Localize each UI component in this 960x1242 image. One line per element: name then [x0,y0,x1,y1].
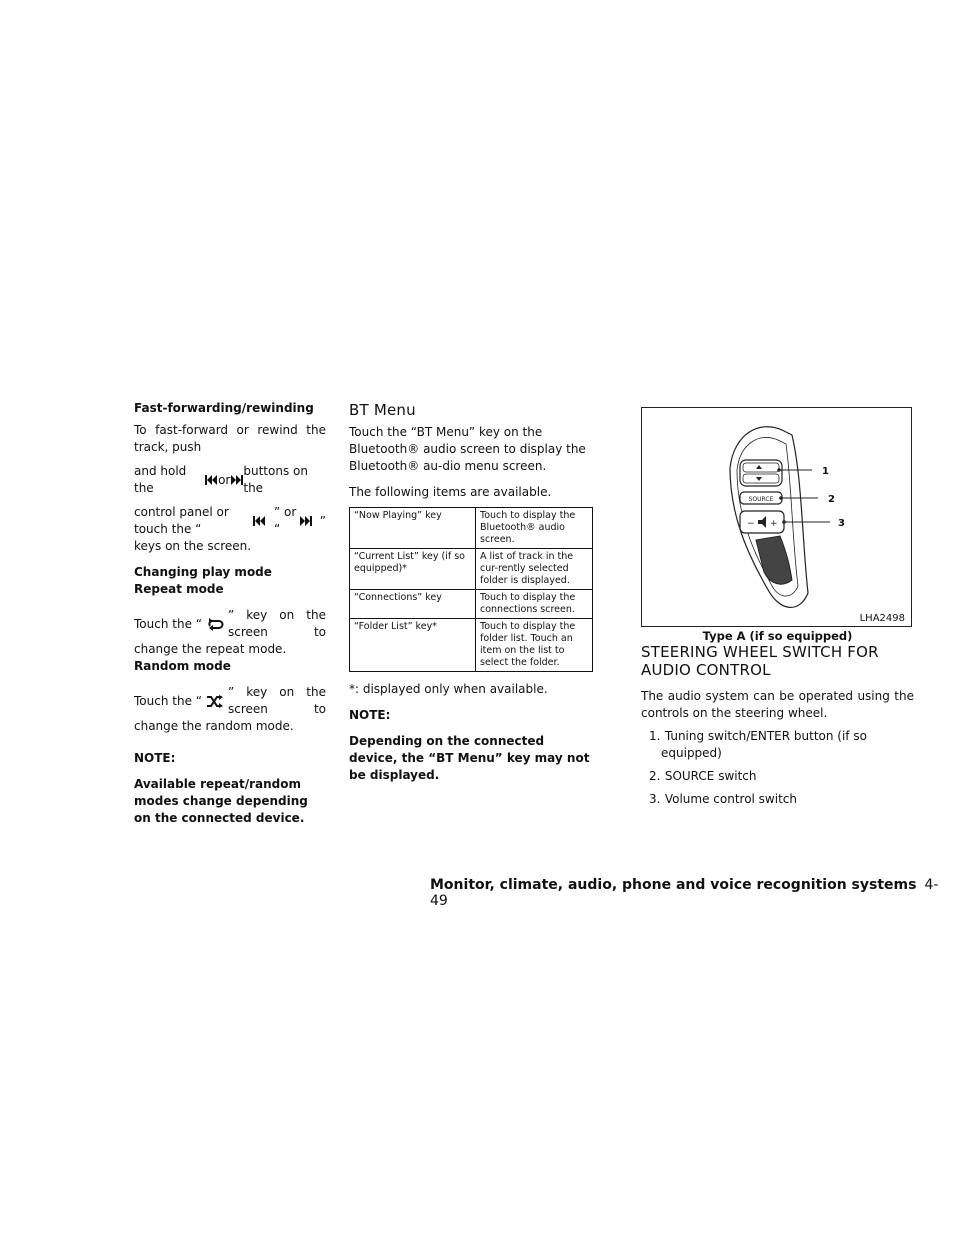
figure-caption: Type A (if so equipped) [702,629,853,643]
repeat-icon [206,618,224,631]
fast-forward-line-1: To fast-forward or rewind the track, push [134,423,326,454]
footer-title: Monitor, climate, audio, phone and voice recognition systems [430,877,917,893]
fast-forward-text-or: or [218,472,231,487]
repeat-paragraph [134,607,326,658]
steering-switch-title-2: AUDIO CONTROL [641,661,771,679]
fast-forward-text-e: ” [319,513,326,528]
fast-forward-text-a: and hold the [134,464,187,495]
table-key: “Folder List” key* [350,619,476,672]
list-item: 3. Volume control switch [649,792,797,806]
table-desc: Touch to display the connections screen. [476,590,593,619]
repeat-text-a: Touch the “ [134,616,202,631]
callout-3: 3 [838,518,845,529]
callout-1: 1 [822,466,829,477]
steering-switch-title-1: STEERING WHEEL SWITCH FOR [641,643,879,661]
fast-forward-icon [230,475,243,485]
table-desc: Touch to display the Bluetooth® audio screen. [476,508,593,549]
repeat-line-2: change the repeat mode. [134,642,287,656]
random-heading: Random mode [134,659,231,673]
fast-forward-text-d: ” or “ [273,505,297,536]
repeat-line-1 [134,607,326,641]
bt-menu-title: BT Menu [349,401,416,419]
page-footer [430,877,950,909]
column-steering-switch [641,407,914,814]
note-label: NOTE: [134,751,176,765]
list-item: 2. SOURCE switch [649,769,757,783]
random-text-a: Touch the “ [134,693,202,708]
bt-menu-table [349,507,593,672]
random-line-1 [134,684,326,718]
page-number: 4-49 [430,877,939,909]
list-item: 1. Tuning switch/ENTER button (if so equipped) [649,729,867,760]
volume-minus: − [747,519,755,529]
fast-forward-text-c: control panel or touch the “ [134,505,229,536]
fast-forward-paragraph [134,422,326,555]
column-fast-forward [134,400,326,827]
column-bt-menu [349,401,593,784]
table-row [350,619,593,672]
bt-menu-intro: Touch the “BT Menu” key on the Bluetooth® audio screen to display the Bluetooth® au-dio menu screen. [349,425,586,473]
steering-switch-list [641,728,914,808]
table-row [350,508,593,549]
volume-plus: + [770,519,778,529]
source-switch-label: SOURCE [748,496,774,503]
figure-code: LHA2498 [859,613,905,624]
table-row [350,549,593,590]
table-key: “Current List” key (if so equipped)* [350,549,476,590]
random-paragraph [134,684,326,735]
table-desc: A list of track in the cur-rently selected folder is displayed. [476,549,593,590]
bt-menu-note-label: NOTE: [349,708,391,722]
fast-forward-text-b: buttons on the [243,464,308,495]
repeat-text-b: ” key on the screen to [227,608,326,639]
steering-switch-intro: The audio system can be operated using the controls on the steering wheel. [641,689,914,720]
callout-2: 2 [828,494,835,505]
fast-forward-line-2 [134,463,326,497]
table-desc: Touch to display the folder list. Touch an item on the list to select the folder. [476,619,593,672]
random-text-b: ” key on the screen to [227,685,326,716]
rewind-icon [253,516,266,526]
random-line-2: change the random mode. [134,719,294,733]
fast-forward-heading: Fast-forwarding/rewinding [134,401,314,415]
repeat-heading: Repeat mode [134,582,224,596]
bt-menu-items-intro: The following items are available. [349,485,552,499]
bt-menu-footnote: *: displayed only when available. [349,682,548,696]
table-row [350,590,593,619]
fast-forward-line-4: keys on the screen. [134,539,252,553]
note-text: Available repeat/random modes change depending on the connected device. [134,777,308,825]
table-key: “Now Playing” key [350,508,476,549]
play-mode-heading: Changing play mode [134,565,272,579]
steering-switch-figure [641,407,912,627]
fast-forward-icon [299,516,312,526]
rewind-icon [205,475,218,485]
bt-menu-note-text: Depending on the connected device, the “BT Menu” key may not be displayed. [349,734,590,782]
table-key: “Connections” key [350,590,476,619]
shuffle-icon [206,695,224,708]
fast-forward-line-3 [134,504,326,538]
steering-switch-illustration [642,408,913,628]
